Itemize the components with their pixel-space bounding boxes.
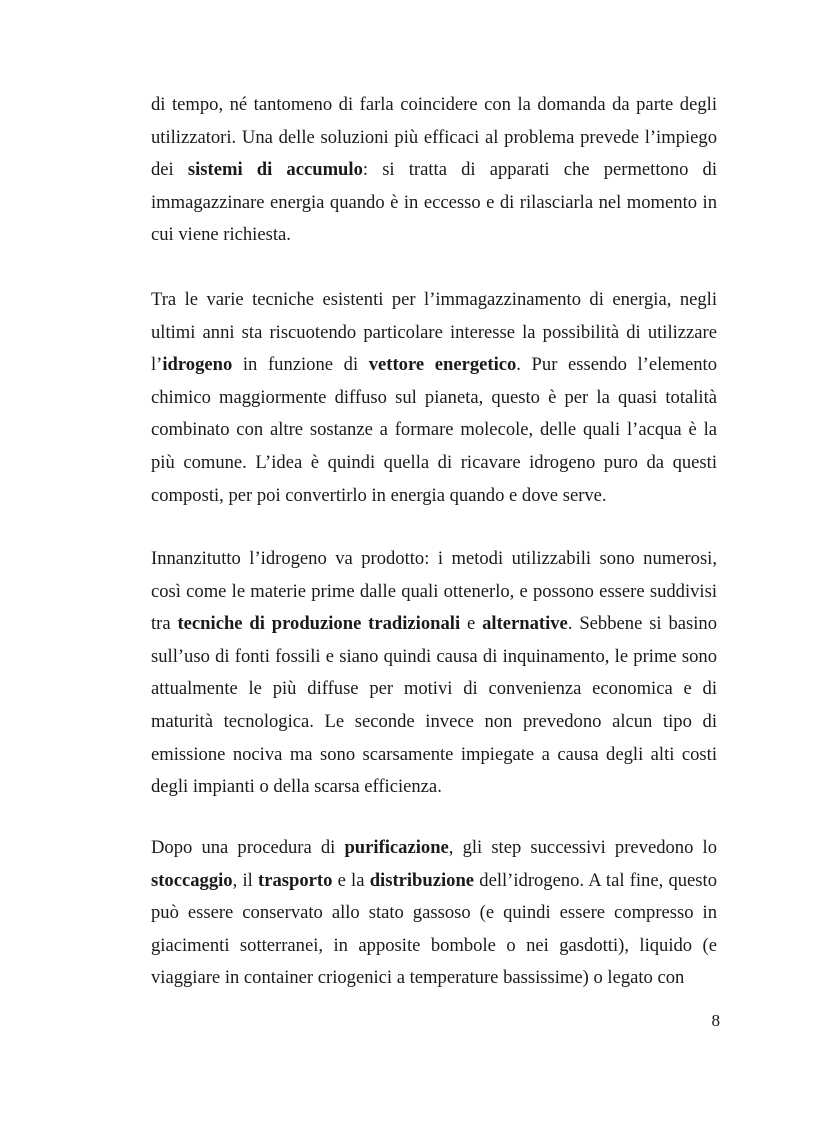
paragraph-production-methods <box>151 543 717 804</box>
bold-term-distribution: distribuzione <box>369 869 475 891</box>
text-run: di tempo, né tantomeno di farla coincidere con la domanda da parte degli utilizzatori. Una delle soluzioni più efficaci al problema prevede l’impiego dei <box>151 94 717 181</box>
bold-term-energy-vector: vettore energetico <box>368 354 517 376</box>
text-run: : si tratta di apparati che permettono di immagazzinare energia quando è in eccesso e di rilasciarla nel momento in cui viene richiesta. <box>151 159 717 246</box>
text-run: , gli step successivi prevedono lo <box>448 837 717 858</box>
text-run: e la <box>332 869 370 891</box>
paragraph-purification-storage <box>151 832 717 995</box>
bold-term-alternative: alternative <box>482 613 568 635</box>
text-run: . Sebbene si basino sull’uso di fonti fossili e siano quindi causa di inquinamento, le prime sono attualmente le più diffuse per motivi di convenienza economica e di maturità tecnologica. Le seconde invece non prevedono alcun tipo di emissione nociva ma sono scarsamente impiegate a causa degli alti costi degli impianti o della scarsa efficienza. <box>151 613 718 798</box>
text-run: Tra le varie tecniche esistenti per l’immagazzinamento di energia, negli ultimi anni sta riscuotendo particolare interesse la possibilità di utilizzare l’ <box>151 289 717 376</box>
text-run: , il <box>232 869 259 891</box>
bold-term-storage: stoccaggio <box>151 869 233 891</box>
bold-term-hydrogen: idrogeno <box>162 354 233 376</box>
text-run: Dopo una procedura di <box>151 837 345 858</box>
text-run: dell’idrogeno. A tal fine, questo può essere conservato allo stato gassoso (e quindi essere compresso in giacimenti sotterranei, in apposite bombole o nei gasdotti), liquido (e viaggiare in container criogenici a temperature bassissime) o legato con <box>151 869 718 989</box>
bold-term-storage-systems: sistemi di accumulo <box>187 159 363 181</box>
text-run: . Pur essendo l’elemento chimico maggiormente diffuso sul pianeta, questo è per la quasi totalità combinato con altre sostanze a formare molecole, delle quali l’acqua è la più comune. L’idea è quindi quella di ricavare idrogeno puro da questi composti, per poi convertirlo in energia quando e dove serve. <box>151 354 717 506</box>
bold-term-traditional-production: tecniche di produzione tradizionali <box>177 613 461 635</box>
text-run: in funzione di <box>232 354 369 376</box>
bold-term-transport: trasporto <box>258 869 333 891</box>
paragraph-energy-storage <box>151 89 717 252</box>
page-number: 8 <box>711 1011 720 1030</box>
text-run: e <box>460 613 483 635</box>
paragraph-hydrogen-vector <box>151 284 717 512</box>
text-run: Innanzitutto l’idrogeno va prodotto: i metodi utilizzabili sono numerosi, così come le materie prime dalle quali ottenerlo, e possono essere suddivisi tra <box>151 548 717 635</box>
bold-term-purification: purificazione <box>344 837 449 858</box>
